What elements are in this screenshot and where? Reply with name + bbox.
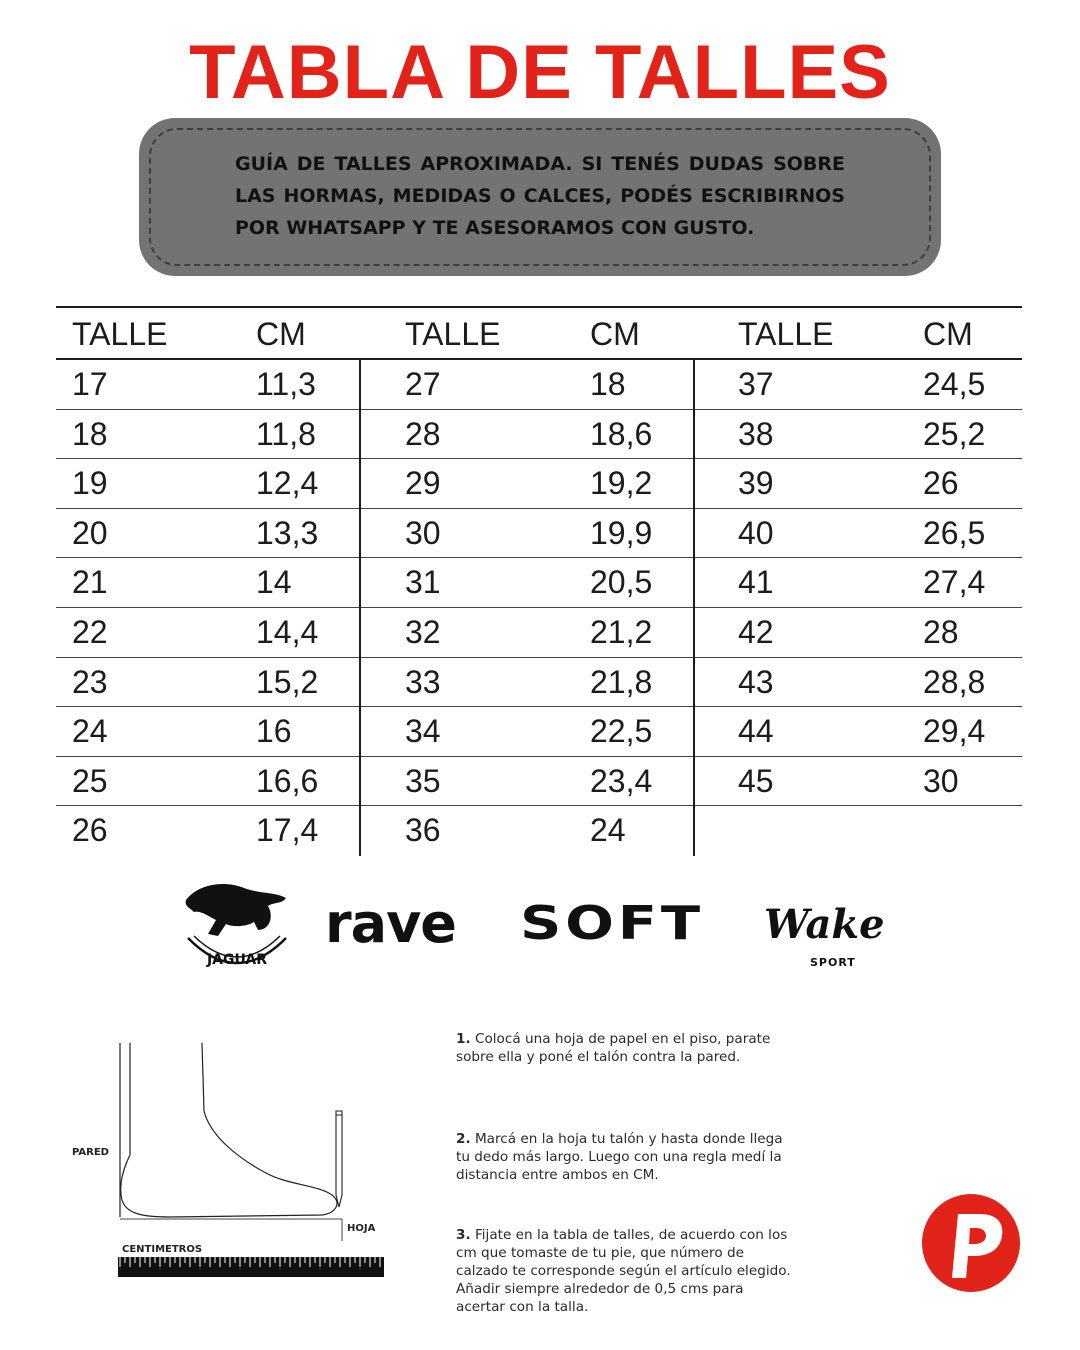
table-row xyxy=(56,658,359,708)
cm-cell: 28,8 xyxy=(923,663,986,700)
size-cell: 26 xyxy=(72,812,108,849)
header-cm-1: CM xyxy=(256,316,306,352)
size-cell: 36 xyxy=(405,812,441,849)
cm-cell: 14 xyxy=(256,564,292,601)
size-cell: 31 xyxy=(405,564,441,601)
cm-cell: 13,3 xyxy=(256,514,319,551)
cm-cell: 18,6 xyxy=(590,415,653,452)
step-3-number: 3. xyxy=(456,1227,471,1243)
table-row xyxy=(695,658,1022,708)
wake-logo: Wake xyxy=(764,901,885,948)
cm-cell: 15,2 xyxy=(256,663,319,700)
table-row xyxy=(695,707,1022,757)
ruler-label: CENTIMETROS xyxy=(122,1244,203,1255)
table-row xyxy=(695,360,1022,410)
size-cell: 32 xyxy=(405,613,441,650)
cm-cell: 28 xyxy=(923,613,959,650)
cm-cell: 21,8 xyxy=(590,663,653,700)
cm-cell: 20,5 xyxy=(590,564,653,601)
table-row xyxy=(361,410,693,460)
size-cell: 21 xyxy=(72,564,108,601)
notice-text: GUÍA DE TALLES APROXIMADA. SI TENÉS DUDAS SOBRE LAS HORMAS, MEDIDAS O CALCES, PODÉS ESCRIBIRNOS POR WHATSAPP Y TE ASESORAMOS CON GUSTO. xyxy=(235,153,845,239)
size-cell: 42 xyxy=(738,613,774,650)
size-cell: 35 xyxy=(405,762,441,799)
cm-cell: 19,2 xyxy=(590,465,653,502)
size-cell: 23 xyxy=(72,663,108,700)
size-cell: 44 xyxy=(738,713,774,750)
table-header-row xyxy=(56,308,1022,360)
size-cell: 33 xyxy=(405,663,441,700)
size-cell: 41 xyxy=(738,564,774,601)
step-1 xyxy=(456,1030,796,1066)
size-cell: 24 xyxy=(72,713,108,750)
table-column-group-3 xyxy=(695,360,1022,806)
size-cell: 27 xyxy=(405,366,441,402)
size-cell: 39 xyxy=(738,465,774,502)
size-cell: 40 xyxy=(738,514,774,551)
table-row xyxy=(56,558,359,608)
p-logo-icon xyxy=(918,1190,1024,1296)
foot-illustration xyxy=(60,1035,400,1285)
cm-cell: 29,4 xyxy=(923,713,986,750)
cm-cell: 18 xyxy=(590,366,626,402)
cm-cell: 24 xyxy=(590,812,626,849)
jaguar-logo-text: JAGUAR xyxy=(206,952,268,968)
table-row xyxy=(361,806,693,856)
header-talle-2: TALLE xyxy=(405,316,501,352)
table-row xyxy=(56,707,359,757)
table-row xyxy=(361,757,693,807)
size-cell: 34 xyxy=(405,713,441,750)
table-row xyxy=(56,757,359,807)
table-row xyxy=(695,410,1022,460)
table-row xyxy=(695,608,1022,658)
size-cell: 20 xyxy=(72,514,108,551)
cm-cell: 11,3 xyxy=(256,366,316,402)
table-row xyxy=(361,608,693,658)
cm-cell: 26 xyxy=(923,465,959,502)
size-cell: 29 xyxy=(405,465,441,502)
cm-cell: 21,2 xyxy=(590,613,653,650)
cm-cell: 11,8 xyxy=(256,415,316,452)
cm-cell: 22,5 xyxy=(590,713,653,750)
size-cell: 18 xyxy=(72,415,108,452)
cm-cell: 23,4 xyxy=(590,762,653,799)
soft-logo: SOFT xyxy=(520,896,704,950)
size-cell: 17 xyxy=(72,366,108,402)
table-column-group-1 xyxy=(56,360,359,856)
cm-cell: 26,5 xyxy=(923,514,986,551)
notice-box xyxy=(139,118,941,276)
jaguar-logo xyxy=(178,878,296,974)
table-row xyxy=(361,459,693,509)
step-2-text: Marcá en la hoja tu talón y hasta donde llega tu dedo más largo. Luego con una regla medí la distancia entre ambos en CM. xyxy=(456,1131,783,1183)
step-3 xyxy=(456,1226,796,1316)
table-row xyxy=(361,360,693,410)
cm-cell: 16 xyxy=(256,713,292,750)
table-row xyxy=(361,558,693,608)
table-row xyxy=(695,757,1022,807)
table-row xyxy=(56,410,359,460)
table-column-group-2 xyxy=(361,360,693,856)
table-row xyxy=(56,509,359,559)
size-cell: 38 xyxy=(738,415,774,452)
step-2-number: 2. xyxy=(456,1131,471,1147)
table-row xyxy=(361,707,693,757)
rave-logo: rave xyxy=(325,892,456,955)
header-talle-3: TALLE xyxy=(738,316,834,352)
table-row xyxy=(361,658,693,708)
size-cell: 43 xyxy=(738,663,774,700)
table-row xyxy=(56,806,359,856)
size-cell: 37 xyxy=(738,366,774,402)
size-cell: 30 xyxy=(405,514,441,551)
header-cm-2: CM xyxy=(590,316,640,352)
size-cell: 25 xyxy=(72,762,108,799)
table-row xyxy=(695,509,1022,559)
wall-label: PARED xyxy=(72,1147,109,1158)
page-title: TABLA DE TALLES xyxy=(189,30,891,115)
table-row xyxy=(361,509,693,559)
header-talle-1: TALLE xyxy=(72,316,168,352)
brand-logos xyxy=(0,878,1080,978)
sheet-label: HOJA xyxy=(347,1223,376,1234)
table-row xyxy=(695,459,1022,509)
table-row xyxy=(56,459,359,509)
cm-cell: 27,4 xyxy=(923,564,986,601)
size-cell: 28 xyxy=(405,415,441,452)
wake-logo-subtitle: SPORT xyxy=(810,956,856,969)
size-cell: 22 xyxy=(72,613,108,650)
cm-cell: 19,9 xyxy=(590,514,653,551)
header-cm-3: CM xyxy=(923,316,973,352)
table-row xyxy=(56,360,359,410)
cm-cell: 24,5 xyxy=(923,366,986,402)
table-row xyxy=(695,558,1022,608)
step-2 xyxy=(456,1130,796,1184)
step-1-number: 1. xyxy=(456,1031,471,1047)
step-3-text: Fijate en la tabla de talles, de acuerdo con los cm que tomaste de tu pie, que número de calzado te corresponde según el artículo elegido. Añadir siempre alrededor de 0,5 cms para acertar con la talla. xyxy=(456,1227,791,1315)
cm-cell: 17,4 xyxy=(256,812,319,849)
cm-cell: 12,4 xyxy=(256,465,319,502)
table-row xyxy=(56,608,359,658)
cm-cell: 25,2 xyxy=(923,415,986,452)
cm-cell: 30 xyxy=(923,762,959,799)
size-cell: 45 xyxy=(738,762,774,799)
cm-cell: 16,6 xyxy=(256,762,319,799)
step-1-text: Colocá una hoja de papel en el piso, parate sobre ella y poné el talón contra la pared. xyxy=(456,1031,771,1065)
foot-measure-diagram xyxy=(60,1035,400,1285)
size-cell: 19 xyxy=(72,465,108,502)
cm-cell: 14,4 xyxy=(256,613,319,650)
